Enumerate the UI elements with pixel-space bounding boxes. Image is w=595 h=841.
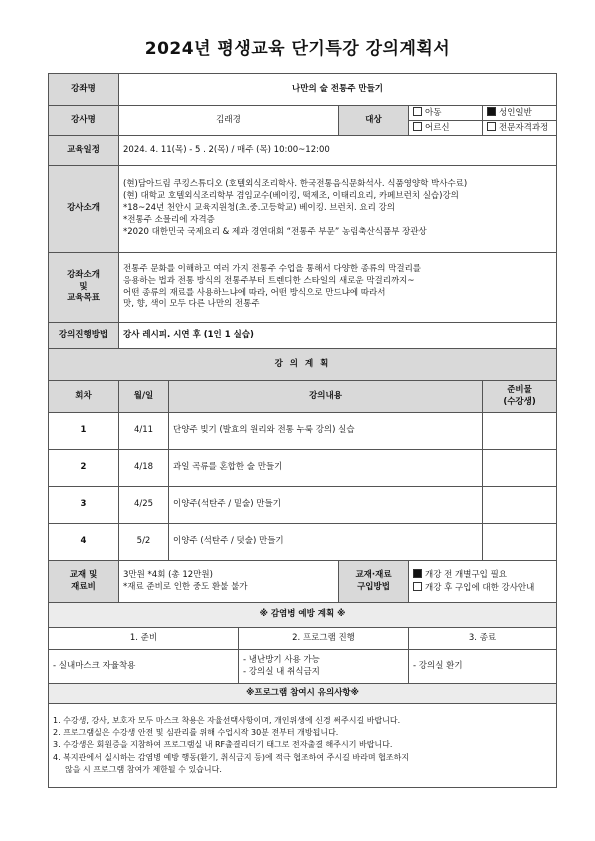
goal-line: 맛, 향, 색이 모두 다른 나만의 전통주 [123, 299, 260, 310]
goal-line: 어떤 종류의 재료를 사용하느냐에 따라, 어떤 방식으로 만드냐에 따라서 [123, 287, 386, 298]
plan-prep [483, 450, 557, 487]
materials-text [119, 561, 339, 603]
goal-text [119, 253, 557, 323]
plan-col-content: 강의내용 [169, 381, 483, 413]
instructor-name: 김래경 [119, 106, 339, 136]
intro-line: (현)담아드림 쿠킹스튜디오 (호텔외식조리학사. 한국전통음식문화석사. 식품영양학 박사수료) [123, 179, 468, 190]
plan-no: 4 [49, 524, 119, 561]
target-option-senior[interactable]: 어르신 [409, 121, 483, 136]
notes-text [49, 704, 557, 788]
plan-prep [483, 413, 557, 450]
goal-line: 응용하는 법과 전통 방식의 전통주부터 트렌디한 스타일의 새로운 막걸리까지~ [123, 275, 415, 286]
prevention-prepare-text: - 실내마스크 자율착용 [49, 650, 239, 684]
intro-line: *2020 대한민국 국제요리 & 제과 경연대회 “전통주 부문” 농림축산식품부 장관상 [123, 226, 427, 237]
schedule-value: 2024. 4. 11(목) - 5 . 2(목) / 매주 (목) 10:00~12:00 [119, 136, 557, 166]
lecture-plan-table [48, 73, 557, 788]
prevention-header: ※ 감염병 예방 계획 ※ [49, 603, 557, 628]
buy-option-before[interactable]: 개강 전 개별구입 필요 [413, 569, 552, 582]
plan-prep [483, 524, 557, 561]
intro-line: (현) 대학교 호텔외식조리학부 겸임교수(베이킹, 떡제조, 이태리요리, 카페브런치 실습)강의 [123, 191, 459, 202]
materials-line: *재료 준비로 인한 중도 환불 불가 [123, 581, 248, 592]
plan-date: 4/11 [119, 413, 169, 450]
plan-date: 5/2 [119, 524, 169, 561]
checkbox-checked-icon [413, 569, 422, 578]
method-value: 강사 레시피. 시연 후 (1인 1 실습) [119, 323, 557, 349]
intro-line: *18~24년 천안시 교육지원청(초.중.고등학교) 베이킹. 브런치. 요리 강의 [123, 203, 395, 214]
plan-col-prep: 준비물 (수강생) [483, 381, 557, 413]
plan-row [49, 413, 557, 450]
plan-content: 이양주 (석탄주 / 덧술) 만들기 [169, 524, 483, 561]
target-label: 대상 [339, 106, 409, 136]
plan-col-date: 월/일 [119, 381, 169, 413]
note-line: 1. 수강생, 강사, 보호자 모두 마스크 착용은 자율선택사항이며, 개인위생에 신경 써주시길 바랍니다. [53, 715, 401, 725]
note-line: 2. 프로그램실은 수강생 안전 및 심관리를 위해 수업시작 30분 전부터 개방됩니다. [53, 727, 339, 737]
prevention-end-text: - 강의실 환기 [409, 650, 557, 684]
note-line: 4. 복지관에서 실시하는 감염병 예방 행동(환기, 취식금지 등)에 적극 협조하여 주시길 바라며 협조하지 [53, 752, 410, 762]
target-option-professional[interactable]: 전문자격과정 [483, 121, 557, 136]
plan-date: 4/18 [119, 450, 169, 487]
plan-row [49, 524, 557, 561]
materials-label: 교재 및 재료비 [49, 561, 119, 603]
plan-header: 강 의 계 획 [49, 349, 557, 381]
target-option-adult[interactable]: 성인일반 [483, 106, 557, 121]
goal-label: 강좌소개 및 교육목표 [49, 253, 119, 323]
plan-date: 4/25 [119, 487, 169, 524]
plan-col-no: 회차 [49, 381, 119, 413]
plan-no: 1 [49, 413, 119, 450]
materials-buy-options [409, 561, 557, 603]
buy-option-after[interactable]: 개강 후 구입에 대한 강사안내 [413, 582, 552, 595]
plan-prep [483, 487, 557, 524]
course-label: 강좌명 [49, 74, 119, 106]
course-name: 나만의 술 전통주 만들기 [119, 74, 557, 106]
checkbox-icon [413, 122, 422, 131]
prevention-col-prepare: 1. 준비 [49, 628, 239, 650]
note-line: 3. 수강생은 회원증을 지참하여 프로그램실 내 RF출결리더기 태그로 전자출결 해주시기 바랍니다. [53, 740, 393, 750]
intro-text [119, 166, 557, 253]
plan-no: 2 [49, 450, 119, 487]
materials-line: 3만원 *4회 (총 12만원) [123, 569, 213, 580]
prevention-progress-text: - 냉난방기 사용 가능 - 강의실 내 취식금지 [239, 650, 409, 684]
checkbox-icon [413, 107, 422, 116]
prevention-col-end: 3. 종료 [409, 628, 557, 650]
plan-no: 3 [49, 487, 119, 524]
checkbox-checked-icon [487, 107, 496, 116]
note-line: 않을 시 프로그램 참여가 제한될 수 있습니다. [65, 765, 222, 775]
notes-header: ※프로그램 참여시 유의사항※ [49, 684, 557, 704]
plan-content: 이양주(석탄주 / 밑술) 만들기 [169, 487, 483, 524]
target-option-child[interactable]: 아동 [409, 106, 483, 121]
intro-label: 강사소개 [49, 166, 119, 253]
plan-row [49, 450, 557, 487]
instructor-label: 강사명 [49, 106, 119, 136]
intro-line: *전통주 소믈리에 자격증 [123, 214, 215, 225]
checkbox-icon [487, 122, 496, 131]
plan-row [49, 487, 557, 524]
method-label: 강의진행방법 [49, 323, 119, 349]
materials-buy-label: 교재·재료 구입방법 [339, 561, 409, 603]
goal-line: 전통주 문화를 이해하고 여러 가지 전통주 수업을 통해서 다양한 종류의 막걸리를 [123, 263, 421, 274]
schedule-label: 교육일정 [49, 136, 119, 166]
checkbox-icon [413, 582, 422, 591]
document-title: 2024년 평생교육 단기특강 강의계획서 [144, 39, 451, 59]
prevention-col-progress: 2. 프로그램 진행 [239, 628, 409, 650]
plan-content: 과일 곡류를 혼합한 술 만들기 [169, 450, 483, 487]
plan-content: 단양주 빚기 (발효의 원리와 전통 누룩 강의) 실습 [169, 413, 483, 450]
